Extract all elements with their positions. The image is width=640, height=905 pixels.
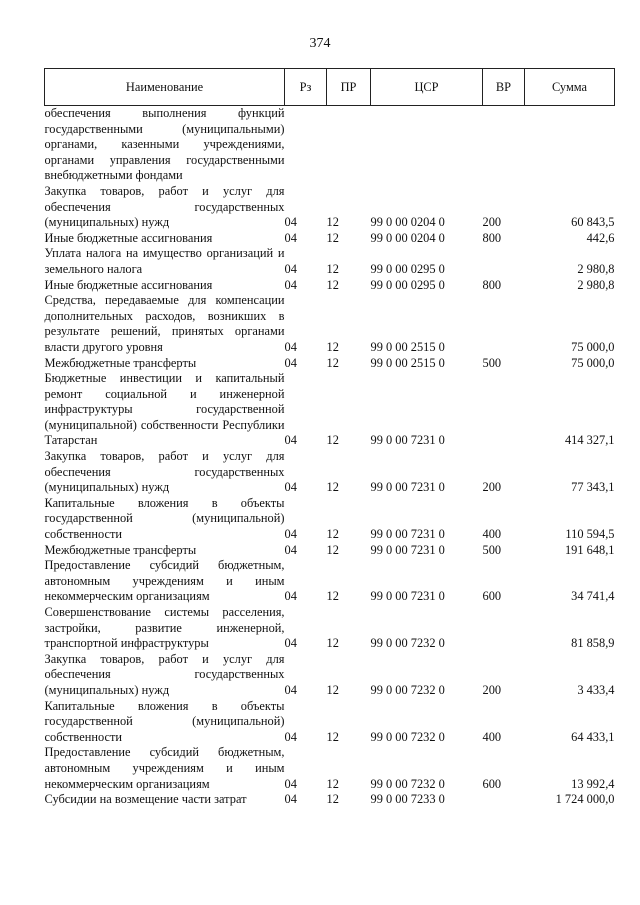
table-row (45, 605, 615, 652)
cell-pr: 12 (326, 480, 339, 495)
cell-name: обеспечения выполнения функций государственными (муниципальными) органами, казенными учреждениями, органами управления государственными внебюджетными фондами (44, 106, 285, 183)
header-name: Наименование (45, 69, 285, 106)
cell-name: Иные бюджетные ассигнования (44, 230, 213, 245)
header-rz: Рз (285, 69, 327, 106)
cell-vr (483, 246, 525, 277)
cell-name: Закупка товаров, работ и услуг для обеспечения государственных (муниципальных) нужд (44, 183, 285, 230)
cell-vr: 800 (482, 230, 502, 245)
cell-pr: 12 (326, 589, 339, 604)
cell-rz: 04 (284, 542, 297, 557)
cell-rz: 04 (284, 277, 297, 292)
cell-sum: 110 594,5 (565, 527, 615, 542)
cell-vr: 600 (482, 776, 502, 791)
cell-pr: 12 (326, 230, 339, 245)
cell-rz: 04 (284, 480, 297, 495)
cell-vr: 500 (482, 542, 502, 557)
cell-vr: 200 (482, 682, 502, 697)
cell-sum: 1 724 000,0 (555, 792, 615, 807)
cell-name: Средства, передаваемые для компенсации дополнительных расходов, возникших в результате решений, принятых органами власти другого уровня (44, 293, 285, 354)
cell-vr: 500 (482, 355, 502, 370)
cell-csr: 99 0 00 7232 0 (370, 729, 445, 744)
cell-csr: 99 0 00 2515 0 (370, 355, 445, 370)
cell-rz: 04 (284, 776, 297, 791)
cell-sum: 442,6 (586, 230, 615, 245)
cell-csr: 99 0 00 7232 0 (370, 776, 445, 791)
cell-pr: 12 (326, 527, 339, 542)
cell-rz: 04 (284, 636, 297, 651)
cell-sum: 60 843,5 (571, 215, 615, 230)
cell-pr: 12 (326, 776, 339, 791)
page-number: 374 (309, 36, 331, 51)
table-row (45, 246, 615, 277)
cell-pr: 12 (326, 339, 339, 354)
cell-vr (483, 605, 525, 652)
budget-table (44, 68, 615, 808)
cell-pr: 12 (326, 729, 339, 744)
cell-name: Предоставление субсидий бюджетным, автономным учреждениям и иным некоммерческим организациям (44, 558, 285, 604)
cell-sum: 75 000,0 (571, 355, 615, 370)
cell-name: Закупка товаров, работ и услуг для обеспечения государственных (муниципальных) нужд (44, 449, 285, 495)
table-row (45, 371, 615, 449)
cell-vr: 800 (482, 277, 502, 292)
cell-rz: 04 (284, 215, 297, 230)
cell-vr (483, 371, 525, 449)
cell-rz: 04 (284, 589, 297, 604)
cell-sum: 34 741,4 (571, 589, 615, 604)
table-row (45, 106, 615, 184)
cell-pr: 12 (326, 636, 339, 651)
cell-pr: 12 (326, 792, 339, 807)
table-row (45, 356, 615, 372)
cell-name: Иные бюджетные ассигнования (44, 277, 213, 292)
table-row (45, 558, 615, 605)
cell-name: Закупка товаров, работ и услуг для обеспечения государственных (муниципальных) нужд (44, 651, 285, 697)
cell-rz: 04 (284, 433, 297, 448)
cell-vr: 600 (482, 589, 502, 604)
cell-pr: 12 (326, 261, 339, 276)
cell-csr: 99 0 00 7231 0 (370, 480, 445, 495)
cell-vr (483, 106, 525, 184)
cell-name: Бюджетные инвестиции и капитальный ремонт социальной и инженерной инфраструктуры государственной (муниципальной) собственности Республики Татарстан (44, 371, 285, 448)
table-header (45, 69, 615, 106)
cell-sum: 64 433,1 (571, 729, 615, 744)
cell-csr (371, 106, 483, 184)
header-vr: ВР (483, 69, 525, 106)
table-row (45, 543, 615, 559)
cell-csr: 99 0 00 0204 0 (370, 215, 445, 230)
table-row (45, 449, 615, 496)
cell-sum: 3 433,4 (577, 682, 615, 697)
cell-vr: 400 (482, 527, 502, 542)
cell-name: Совершенствование системы расселения, застройки, развитие инженерной, транспортной инфраструктуры (44, 605, 285, 651)
table-row (45, 278, 615, 294)
cell-csr: 99 0 00 0295 0 (370, 277, 445, 292)
table-row (45, 184, 615, 231)
table-row (45, 745, 615, 792)
cell-vr: 200 (482, 480, 502, 495)
cell-csr: 99 0 00 0295 0 (370, 261, 445, 276)
cell-sum: 414 327,1 (564, 433, 615, 448)
cell-rz: 04 (284, 682, 297, 697)
cell-rz: 04 (284, 261, 297, 276)
cell-csr: 99 0 00 0204 0 (370, 230, 445, 245)
cell-name: Субсидии на возмещение части затрат (44, 792, 247, 807)
cell-pr: 12 (326, 277, 339, 292)
cell-rz (285, 106, 327, 184)
cell-sum: 81 858,9 (571, 636, 615, 651)
cell-vr (483, 792, 525, 808)
cell-pr (327, 106, 371, 184)
cell-name: Предоставление субсидий бюджетным, автономным учреждениям и иным некоммерческим организациям (44, 745, 285, 791)
cell-csr: 99 0 00 7231 0 (370, 527, 445, 542)
table-row (45, 293, 615, 355)
header-csr: ЦСР (371, 69, 483, 106)
cell-name: Межбюджетные трансферты (44, 355, 197, 370)
cell-pr: 12 (326, 215, 339, 230)
cell-vr: 400 (482, 729, 502, 744)
cell-vr (483, 293, 525, 355)
cell-rz: 04 (284, 729, 297, 744)
cell-csr: 99 0 00 7231 0 (370, 542, 445, 557)
table-row (45, 496, 615, 543)
cell-sum: 2 980,8 (577, 261, 615, 276)
cell-vr: 200 (482, 215, 502, 230)
cell-name: Капитальные вложения в объекты государственной (муниципальной) собственности (44, 495, 285, 542)
table-row (45, 699, 615, 746)
header-pr: ПР (327, 69, 371, 106)
cell-sum: 77 343,1 (571, 480, 615, 495)
cell-pr: 12 (326, 433, 339, 448)
cell-csr: 99 0 00 2515 0 (370, 339, 445, 354)
cell-csr: 99 0 00 7232 0 (370, 636, 445, 651)
cell-sum: 191 648,1 (564, 542, 615, 557)
table-row (45, 792, 615, 808)
cell-rz: 04 (284, 230, 297, 245)
cell-pr: 12 (326, 682, 339, 697)
cell-pr: 12 (326, 355, 339, 370)
cell-csr: 99 0 00 7232 0 (370, 682, 445, 697)
table-body (45, 106, 615, 808)
cell-sum: 13 992,4 (571, 776, 615, 791)
cell-rz: 04 (284, 527, 297, 542)
cell-sum: 75 000,0 (571, 339, 615, 354)
cell-rz: 04 (284, 339, 297, 354)
cell-rz: 04 (284, 792, 297, 807)
cell-name: Межбюджетные трансферты (44, 542, 197, 557)
header-sum: Сумма (525, 69, 615, 106)
cell-csr: 99 0 00 7233 0 (370, 792, 445, 807)
table-row (45, 231, 615, 247)
cell-pr: 12 (326, 542, 339, 557)
cell-name: Капитальные вложения в объекты государственной (муниципальной) собственности (44, 698, 285, 744)
cell-csr: 99 0 00 7231 0 (370, 589, 445, 604)
cell-sum (525, 106, 615, 184)
cell-rz: 04 (284, 355, 297, 370)
cell-name: Уплата налога на имущество организаций и земельного налога (44, 246, 285, 276)
cell-sum: 2 980,8 (577, 277, 615, 292)
table-row (45, 652, 615, 699)
cell-csr: 99 0 00 7231 0 (370, 433, 445, 448)
